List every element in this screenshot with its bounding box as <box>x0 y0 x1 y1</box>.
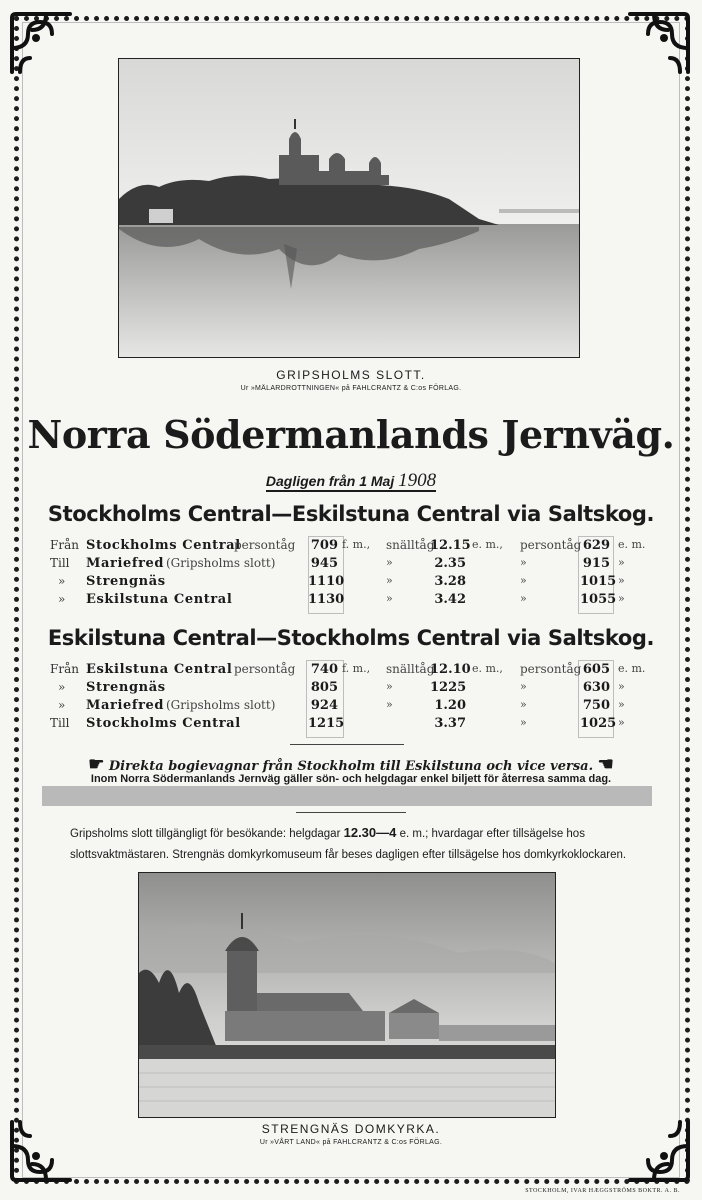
subtitle-year: 1908 <box>398 470 437 491</box>
departure-time: 605 <box>582 662 610 677</box>
direct-carriages-text: Direkta bogievagnar från Stockholm till Eskilstuna och vice versa. <box>108 759 594 774</box>
station-note: (Gripsholms slott) <box>166 556 276 570</box>
subtitle-text: Dagligen från 1 Maj <box>265 473 395 489</box>
departure-time: 1110 <box>308 574 345 589</box>
timetable-row <box>50 698 660 716</box>
row-prefix: Från <box>50 662 79 676</box>
departure-time: 915 <box>582 556 610 571</box>
departure-time: 1215 <box>308 716 345 731</box>
row-prefix: » <box>58 698 66 712</box>
row-prefix: » <box>58 680 66 694</box>
timetable-row <box>50 556 660 574</box>
departure-time: 740 <box>310 662 338 677</box>
station-name: Eskilstuna Central <box>86 662 233 677</box>
caption-source-strengnas: Ur »VÅRT LAND« på FAHLCRANTZ & C:os FÖRLAG. <box>259 1139 443 1146</box>
ditto-mark: » <box>618 574 625 587</box>
timetable-row <box>50 538 660 556</box>
corner-ornament-icon <box>6 8 76 78</box>
time-suffix: e. m. <box>618 662 646 675</box>
row-prefix: » <box>58 574 66 588</box>
ditto-mark: » <box>386 680 393 693</box>
train-type: persontåg <box>520 662 582 676</box>
route-title-return: Eskilstuna Central—Stockholms Central via Saltskog. <box>47 626 655 650</box>
station-name: Stockholms Central <box>86 538 241 553</box>
ditto-mark: » <box>386 574 393 587</box>
departure-time: 3.28 <box>434 574 466 589</box>
departure-time: 1130 <box>308 592 345 607</box>
strengnas-cathedral-engraving <box>138 872 556 1118</box>
ditto-mark: » <box>618 680 625 693</box>
visiting-info-part1: Gripsholms slott tillgängligt för besökande: helgdagar <box>70 828 341 840</box>
time-suffix: e. m. <box>618 538 646 551</box>
ditto-mark: » <box>618 592 625 605</box>
departure-time: 3.37 <box>434 716 466 731</box>
timetable-row <box>50 592 660 610</box>
station-note: (Gripsholms slott) <box>166 698 276 712</box>
departure-time: 3.42 <box>434 592 466 607</box>
route-title-outbound: Stockholms Central—Eskilstuna Central via Saltskog. <box>47 502 655 526</box>
departure-time: 1.20 <box>434 698 466 713</box>
train-type: snälltåg <box>386 538 435 552</box>
ditto-mark: » <box>520 716 527 729</box>
departure-time: 2.35 <box>434 556 466 571</box>
ditto-mark: » <box>386 592 393 605</box>
station-name: Stockholms Central <box>86 716 241 731</box>
row-prefix: Till <box>50 716 70 730</box>
ditto-mark: » <box>520 592 527 605</box>
departure-time: 750 <box>582 698 610 713</box>
departure-time: 1025 <box>580 716 617 731</box>
train-type: persontåg <box>234 662 296 676</box>
station-name: Eskilstuna Central <box>86 592 233 607</box>
departure-time: 709 <box>310 538 338 553</box>
grey-band <box>42 786 652 806</box>
return-ticket-note: Inom Norra Södermanlands Jernväg gäller sön- och helgdagar enkel biljett för återresa samma dag. <box>90 773 612 785</box>
ditto-mark: » <box>386 698 393 711</box>
timetable-row <box>50 680 660 698</box>
train-type: snälltåg <box>386 662 435 676</box>
corner-ornament-icon <box>624 8 694 78</box>
pointing-hand-left-icon: ☚ <box>597 754 614 775</box>
pointing-hand-right-icon: ☛ <box>88 754 105 775</box>
train-type: persontåg <box>520 538 582 552</box>
divider <box>296 812 406 813</box>
caption-title-gripsholm: GRIPSHOLMS SLOTT. <box>276 368 426 382</box>
visiting-info-part2: e. m.; hvardagar efter tillsägelse hos slottsvaktmästaren. Strengnäs domkyrkomuseum får beses dagligen efter tillsägelse hos domkyrkoklockaren. <box>70 828 627 861</box>
visiting-hours: 12.30—4 <box>343 825 397 840</box>
row-prefix: » <box>58 592 66 606</box>
station-name: Mariefred <box>86 556 165 571</box>
ditto-mark: » <box>618 716 625 729</box>
departure-time: 805 <box>310 680 338 695</box>
time-suffix: f. m., <box>342 662 371 675</box>
ditto-mark: » <box>618 556 625 569</box>
direct-carriages-note <box>0 754 702 775</box>
time-suffix: e. m., <box>472 662 503 675</box>
timetable-row <box>50 662 660 680</box>
caption-title-strengnas: STRENGNÄS DOMKYRKA. <box>261 1122 441 1136</box>
timetable-row <box>50 574 660 592</box>
visiting-info <box>70 822 650 866</box>
station-name: Mariefred <box>86 698 165 713</box>
departure-time: 1225 <box>430 680 467 695</box>
ditto-mark: » <box>520 680 527 693</box>
departure-time: 630 <box>582 680 610 695</box>
departure-time: 924 <box>310 698 338 713</box>
departure-time: 945 <box>310 556 338 571</box>
train-type: persontåg <box>234 538 296 552</box>
time-suffix: e. m., <box>472 538 503 551</box>
ditto-mark: » <box>520 556 527 569</box>
departure-time: 12.15 <box>430 538 471 553</box>
departure-time: 12.10 <box>430 662 471 677</box>
row-prefix: Till <box>50 556 70 570</box>
subtitle <box>0 470 702 492</box>
departure-time: 629 <box>582 538 610 553</box>
row-prefix: Från <box>50 538 79 552</box>
station-name: Strengnäs <box>86 574 166 589</box>
departure-time: 1015 <box>580 574 617 589</box>
gripsholm-castle-engraving <box>118 58 580 358</box>
divider <box>290 744 404 745</box>
ditto-mark: » <box>618 698 625 711</box>
ditto-mark: » <box>386 556 393 569</box>
timetable-row <box>50 716 660 734</box>
ditto-mark: » <box>520 574 527 587</box>
caption-source-gripsholm: Ur »MÄLARDROTTNINGEN« på FAHLCRANTZ & C:os FÖRLAG. <box>240 385 462 392</box>
station-name: Strengnäs <box>86 680 166 695</box>
page-title: Norra Södermanlands Jernväg. <box>27 412 675 457</box>
printer-imprint: STOCKHOLM, IVAR HÆGGSTRÖMS BOKTR. A. B. <box>525 1188 680 1194</box>
departure-time: 1055 <box>580 592 617 607</box>
ditto-mark: » <box>520 698 527 711</box>
time-suffix: f. m., <box>342 538 371 551</box>
